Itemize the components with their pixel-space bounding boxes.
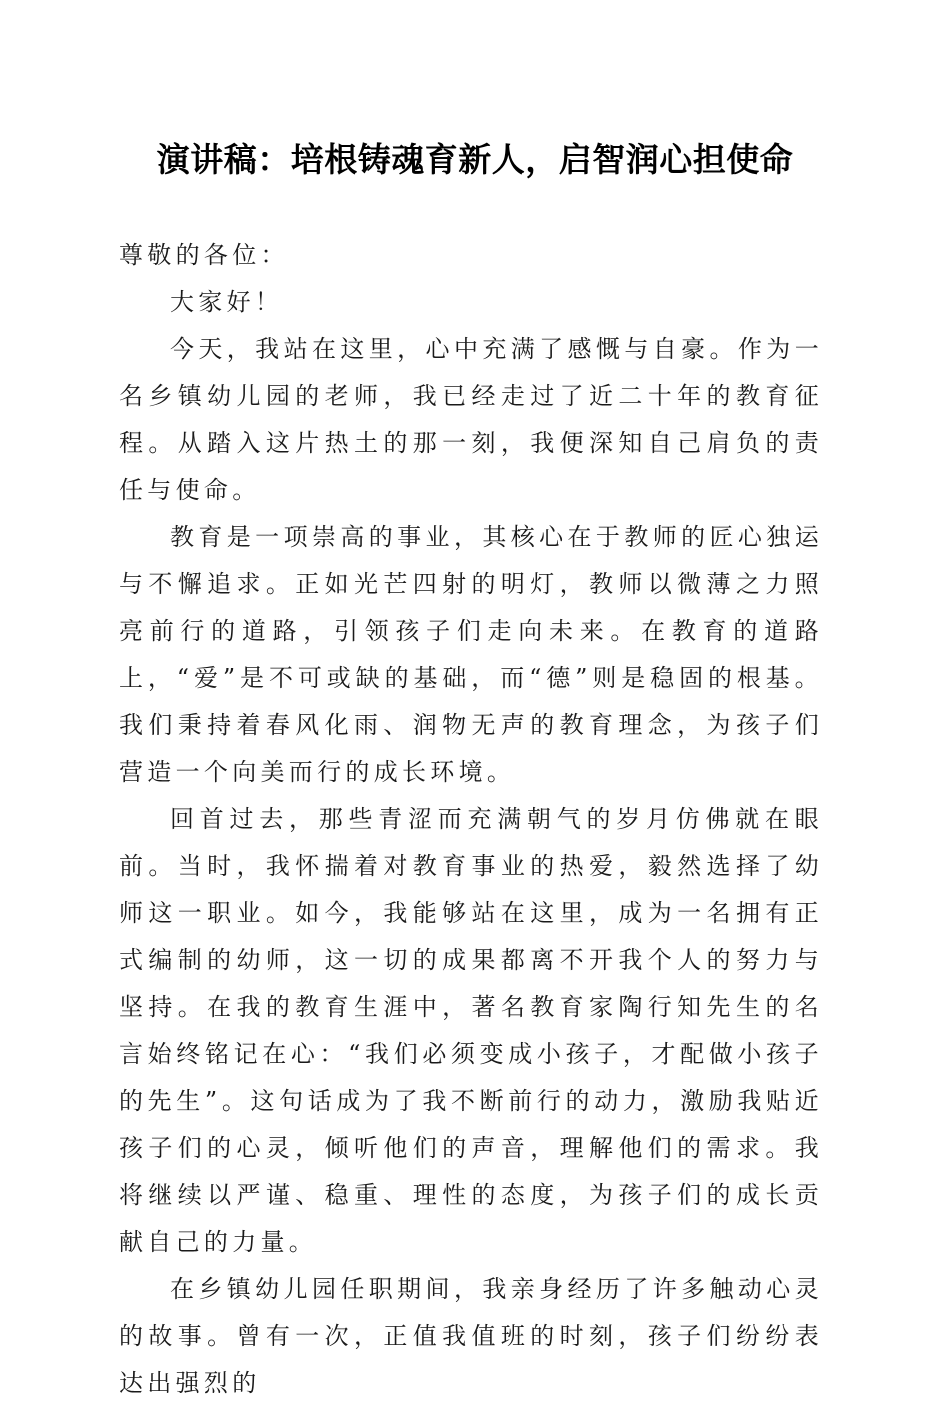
- paragraph: 在乡镇幼儿园任职期间，我亲身经历了许多触动心灵的故事。曾有一次，正值我值班的时刻，孩子们纷纷表达出强烈的: [119, 1275, 823, 1397]
- document-title: 演讲稿：培根铸魂育新人，启智润心担使命: [156, 140, 794, 179]
- greeting: 大家好！: [170, 288, 284, 316]
- paragraph: 今天，我站在这里，心中充满了感慨与自豪。作为一名乡镇幼儿园的老师，我已经走过了近二十年的教育征程。从踏入这片热土的那一刻，我便深知自己肩负的责任与使命。: [119, 335, 823, 504]
- salutation: 尊敬的各位：: [119, 241, 289, 269]
- document-body: [119, 232, 823, 1407]
- paragraph: 教育是一项崇高的事业，其核心在于教师的匠心独运与不懈追求。正如光芒四射的明灯，教师以微薄之力照亮前行的道路，引领孩子们走向未来。在教育的道路上，“爱”是不可或缺的基础，而“德”则是稳固的根基。我们秉持着春风化雨、润物无声的教育理念，为孩子们营造一个向美而行的成长环境。: [119, 523, 823, 786]
- paragraph: 回首过去，那些青涩而充满朝气的岁月仿佛就在眼前。当时，我怀揣着对教育事业的热爱，毅然选择了幼师这一职业。如今，我能够站在这里，成为一名拥有正式编制的幼师，这一切的成果都离不开我个人的努力与坚持。在我的教育生涯中，著名教育家陶行知先生的名言始终铭记在心：“我们必须变成小孩子，才配做小孩子的先生”。这句话成为了我不断前行的动力，激励我贴近孩子们的心灵，倾听他们的声音，理解他们的需求。我将继续以严谨、稳重、理性的态度，为孩子们的成长贡献自己的力量。: [119, 805, 823, 1256]
